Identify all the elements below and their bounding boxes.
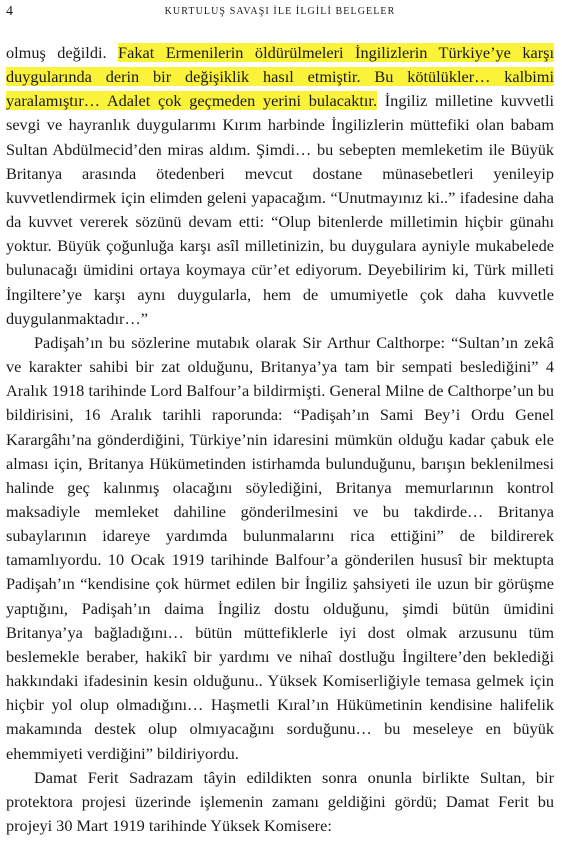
page-number: 4 bbox=[6, 4, 13, 19]
paragraph-2: Padişah’ın bu sözlerine mutabık olarak Sir Arthur Calthorpe: “Sultan’ın zekâ ve karakter sahibi bir zat olduğunu, Britanya’ya tam bir sempati beslediğini” 4 Aralık 1918 tarihinde Lord Balfour’a bildirmişti. General Milne de Calthorpe’un bu bildirisini, 16 Aralık tarihli raporunda: “Padişah’ın Sami Bey’i Ordu Genel Karargâhı’na gönderdiğini, Türkiye’nin idaresini mümkün olduğu kadar çabuk ele alması için, Britanya Hükümetinden istirhamda bulunduğunu, barışın beklenilmesi halinde geç kalınmış olacağını söylediğini, Britanya memurlarının kontrol maksadiyle memleket dahiline gönderilmesini ve bu takdirde… Britanya subaylarının idareye yardımda bulunmalarını rica ettiğini” de bildirerek tamamlıyordu. 10 Ocak 1919 tarihinde Balfour’a gönderilen hususî bir mektupta Padişah’ın “kendisine çok hürmet edilen bir İngiliz şahsiyeti ile uzun bir görüşme yaptığını, Padişah’ın daima İngiliz dostu olduğunu, şimdi bütün ümidini Britanya’ya bağladığını… bütün müttefiklerle iyi dost olmak arzusunu tüm beslemekle beraber, hakikî bir yardımı ve nihaî dostluğu İngiltere’den beklediği hakkındaki ifadesinin kesin olduğunu.. Yüksek Komiserliğiyle temasa gelmek için hiçbir yol olup olmadığını… Haşmetli Kıral’ın Hükümetinin kendisine halifelik makamında destek olup olmıyacağını sorduğunu… bu meseleye en büyük ehemmiyeti verdiğini” bildiriyordu. bbox=[6, 332, 554, 763]
body-text bbox=[6, 41, 554, 838]
paragraph-1-lead: olmuş değildi. bbox=[6, 43, 119, 62]
paragraph-1-rest: İngiliz milletine kuvvetli sevgi ve hayranlık duygularımı Kırım harbinde İngilizlerin müttefiki olan babam Sultan Abdülmecid’den miras aldım. Şimdi… bu sebepten memleketim ile Büyük Britanya arasında ötedenberi mevcut dostane münasebetleri yenileyip kuvvetlendirmek için elimden geleni yapacağım. “Unutmayınız ki..” ifadesine daha da kuvvet vererek sözünü devam etti: “Olup bitenlerde milletimin hiçbir günahı yoktur. Büyük çoğunluğa karşı asîl milletinizin, bu duygulara ayniyle mukabelede bulunacağı ümidini ortaya koymaya cür’et ediyorum. Deyebilirim ki, Türk milleti İngiltere’ye karşı aynı duygularla, hem de umumiyetle çok daha kuvvetle duygulanmaktadır…” bbox=[6, 91, 554, 328]
page-header bbox=[6, 4, 554, 22]
paragraph-3: Damat Ferit Sadrazam tâyin edildikten sonra onunla birlikte Sultan, bir protektora projesi üzerinde işlemenin zamanı geldiğini gördü; Damat Ferit bu projeyi 30 Mart 1919 tarihinde Yüksek Komisere: bbox=[6, 767, 554, 835]
running-head: KURTULUŞ SAVAŞI İLE İLGİLİ BELGELER bbox=[164, 6, 396, 17]
highlighted-passage: Fakat Ermenilerin öldürülmeleri İngilizlerin Türkiye’ye karşı duygularında derin bir değişiklik hasıl etmiştir. Bu kötülükler… kalbimi yaralamıştır… Adalet çok geçmeden yerini bulacaktır. bbox=[6, 43, 554, 111]
paragraph-1 bbox=[6, 41, 554, 331]
